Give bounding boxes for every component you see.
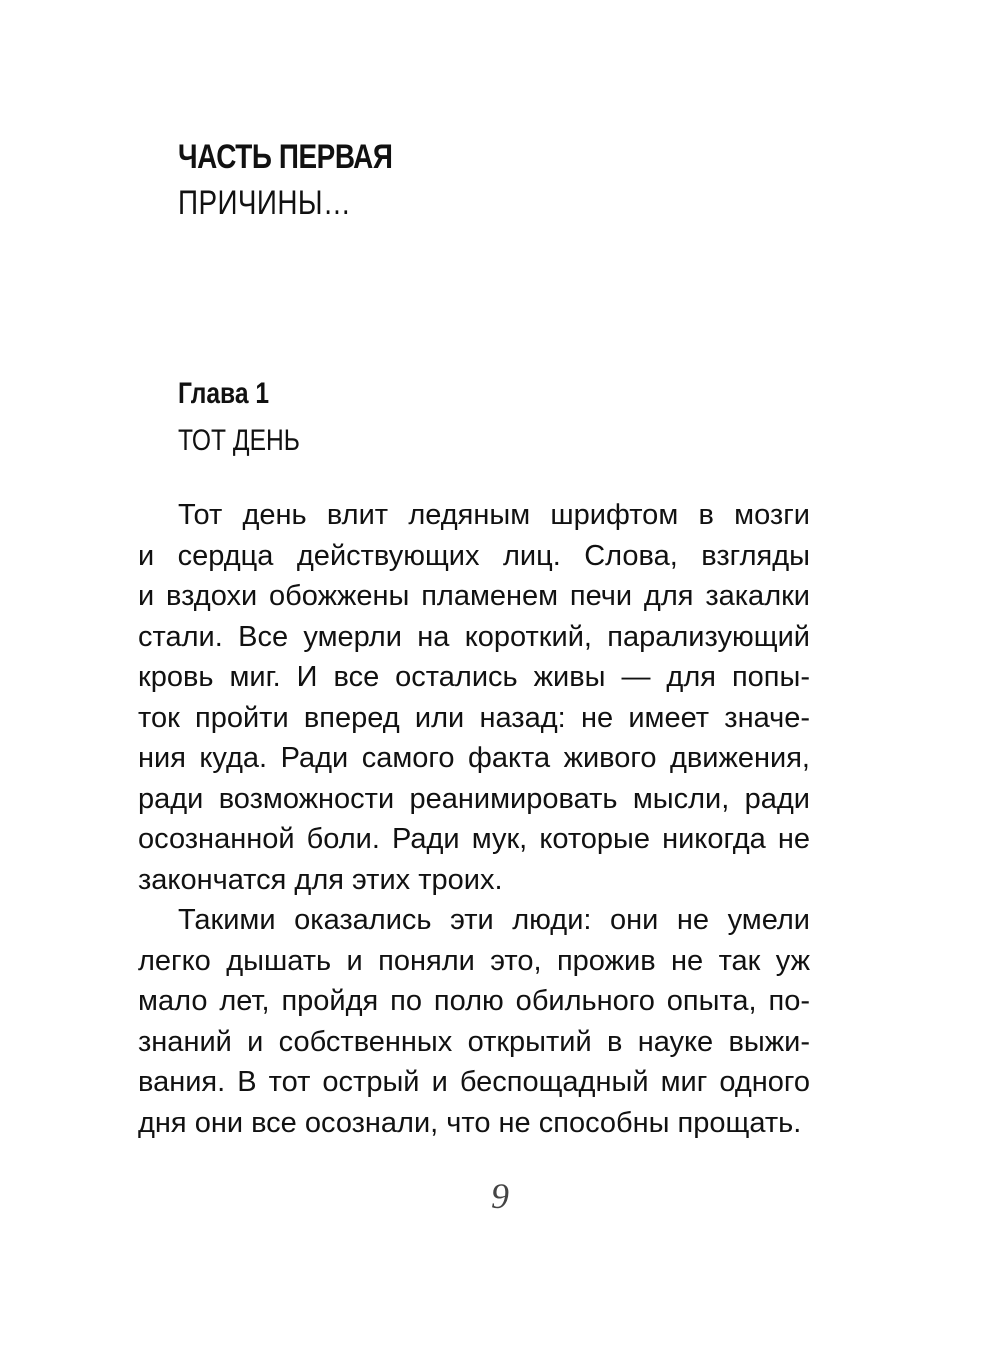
paragraph-2-line: Такими оказались эти люди: они не умели [178, 904, 810, 936]
paragraph-2-line: дня они все осознали, что не способны прощать. [138, 1106, 802, 1139]
paragraph-2-line: вания. В тот острый и беспощадный миг одного [138, 1066, 810, 1098]
paragraph-2-line: легко дышать и поняли это, прожив не так уж [138, 944, 810, 977]
chapter-title: ТОТ ДЕНЬ [178, 424, 300, 457]
paragraph-1-line: ток пройти вперед или назад: не имеет значе- [138, 701, 810, 734]
paragraph-1-line: Тот день влит ледяным шрифтом в мозги [178, 499, 810, 531]
paragraph-1-line: ради возможности реанимировать мысли, ради [138, 782, 810, 815]
paragraph-1-line: осознанной боли. Ради мук, которые никогда не [138, 823, 810, 855]
paragraph-2-line: знаний и собственных открытий в науке выжи- [138, 1025, 810, 1058]
part-title: ПРИЧИНЫ… [178, 184, 352, 222]
paragraph-1-line: стали. Все умерли на короткий, парализующий [138, 620, 810, 653]
paragraph-1-line: и вздохи обожжены пламенем печи для закалки [138, 580, 810, 612]
chapter-body-text [138, 495, 810, 1143]
paragraph-2-line: мало лет, пройдя по полю обильного опыта, по- [138, 985, 810, 1017]
paragraph-1-line: кровь миг. И все остались живы — для попы- [138, 661, 810, 693]
paragraph-1-line: и сердца действующих лиц. Слова, взгляды [138, 539, 810, 572]
part-label: ЧАСТЬ ПЕРВАЯ [178, 138, 393, 176]
paragraph-1-line: закончатся для этих троих. [138, 863, 503, 896]
paragraph-1-line: ния куда. Ради самого факта живого движения, [138, 742, 810, 774]
chapter-label: Глава 1 [178, 377, 270, 410]
page-number: 9 [491, 1176, 509, 1216]
